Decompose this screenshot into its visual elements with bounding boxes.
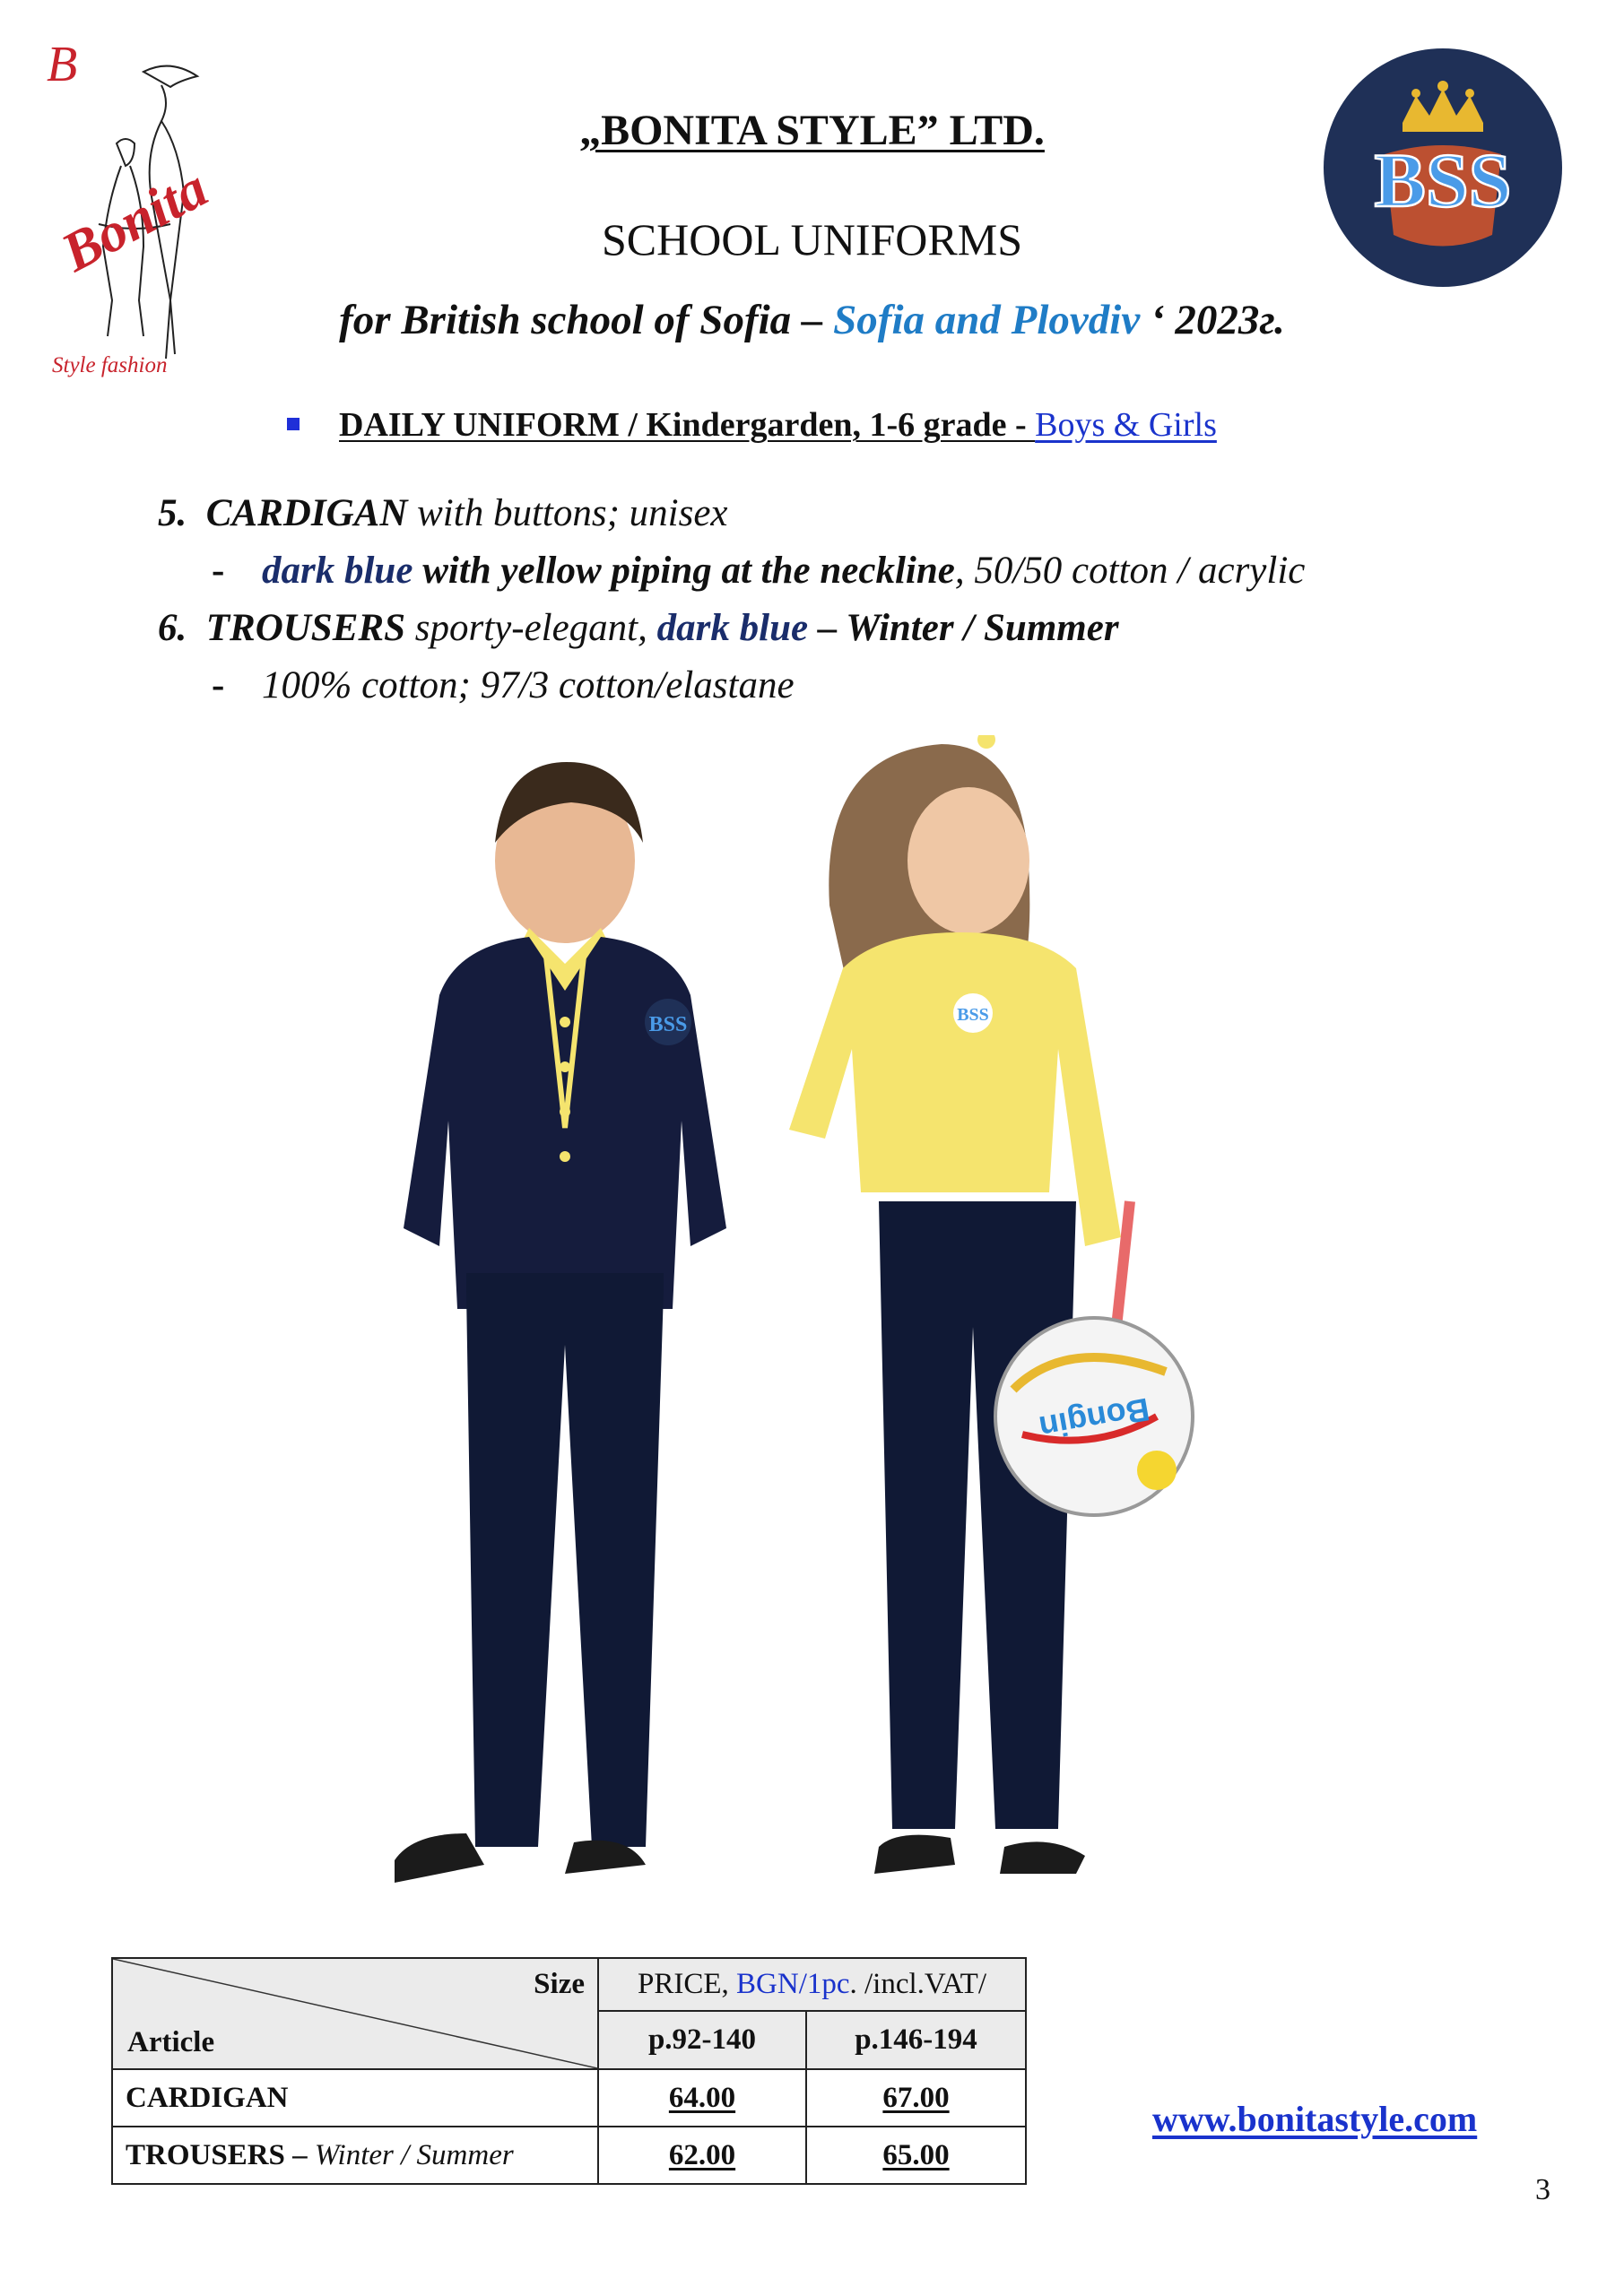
school-line (0, 296, 1624, 344)
page-number: 3 (1535, 2173, 1550, 2206)
dash: - (212, 550, 225, 592)
detail-bold: with yellow piping at the neckline (413, 550, 955, 592)
detail-rest: , 50/50 cotton / acrylic (954, 550, 1306, 592)
color-name: dark blue (656, 607, 809, 649)
boys-girls-link[interactable]: Boys & Girls (1035, 406, 1217, 444)
detail-rest: 100% cotton; 97/3 cotton/elastane (262, 664, 795, 706)
website-link[interactable]: www.bonitastyle.com (1152, 2099, 1478, 2139)
item-number: 6. (158, 607, 187, 649)
detail-bold: – Winter / Summer (808, 607, 1119, 649)
bss-badge: BSS (957, 1005, 989, 1025)
bonita-monogram: B (47, 37, 78, 92)
boy-figure (395, 762, 726, 1883)
girl-figure (789, 735, 1193, 1874)
item-name: CARDIGAN (205, 492, 408, 534)
item-desc: with buttons; unisex (407, 492, 728, 534)
item-trousers-detail (212, 663, 795, 707)
document-subtitle: SCHOOL UNIFORMS (601, 214, 1023, 264)
table-corner-cell (112, 1958, 598, 2069)
school-line-prefix: for British school of Sofia – (339, 297, 834, 343)
table-row (112, 2069, 1026, 2127)
section-heading (287, 405, 1217, 445)
item-desc: sporty-elegant, (405, 607, 657, 649)
school-cities: Sofia and Plovdiv (833, 297, 1141, 343)
article-variant: Winter / Summer (314, 2138, 514, 2171)
color-name: dark blue (262, 550, 413, 592)
table-row (112, 2127, 1026, 2184)
item-number: 5. (158, 492, 187, 534)
size-col-header: p.92-140 (598, 2011, 806, 2069)
article-cell (112, 2127, 598, 2184)
price-header (598, 1958, 1026, 2011)
item-name: TROUSERS (205, 607, 405, 649)
section-label: DAILY UNIFORM / Kindergarden, 1-6 grade - (339, 406, 1036, 444)
uniform-photo (305, 735, 1309, 1954)
article-name: CARDIGAN (126, 2081, 289, 2114)
size-label: Size (534, 1968, 585, 2000)
price-cell: 64.00 (668, 2081, 736, 2114)
price-cell: 67.00 (882, 2081, 950, 2114)
article-label: Article (127, 2026, 215, 2058)
dash: - (212, 664, 225, 706)
company-title: „BONITA STYLE” LTD. (579, 107, 1045, 154)
price-cell: 65.00 (882, 2138, 950, 2171)
article-cell (112, 2069, 598, 2127)
item-cardigan (158, 491, 728, 535)
bss-badge: BSS (648, 1013, 688, 1036)
article-name: TROUSERS – (126, 2138, 315, 2171)
price-currency: BGN/1pc (736, 1967, 850, 2000)
bss-logo-text: BSS (1374, 137, 1512, 223)
item-cardigan-detail (212, 549, 1305, 593)
school-year: ‘ 2023г. (1140, 297, 1285, 343)
price-cell: 62.00 (668, 2138, 736, 2171)
bonita-tagline: Style fashion (52, 353, 168, 377)
item-trousers (158, 606, 1119, 650)
bullet-icon (287, 418, 300, 430)
size-col-header: p.146-194 (806, 2011, 1026, 2069)
racket-text: Bongin (1036, 1391, 1153, 1447)
price-label-prefix: PRICE, (637, 1967, 737, 2000)
price-table (111, 1957, 1027, 2185)
bonita-wordmark: Bonita (52, 157, 218, 284)
price-label-suffix: . /incl.VAT/ (849, 1967, 986, 2000)
